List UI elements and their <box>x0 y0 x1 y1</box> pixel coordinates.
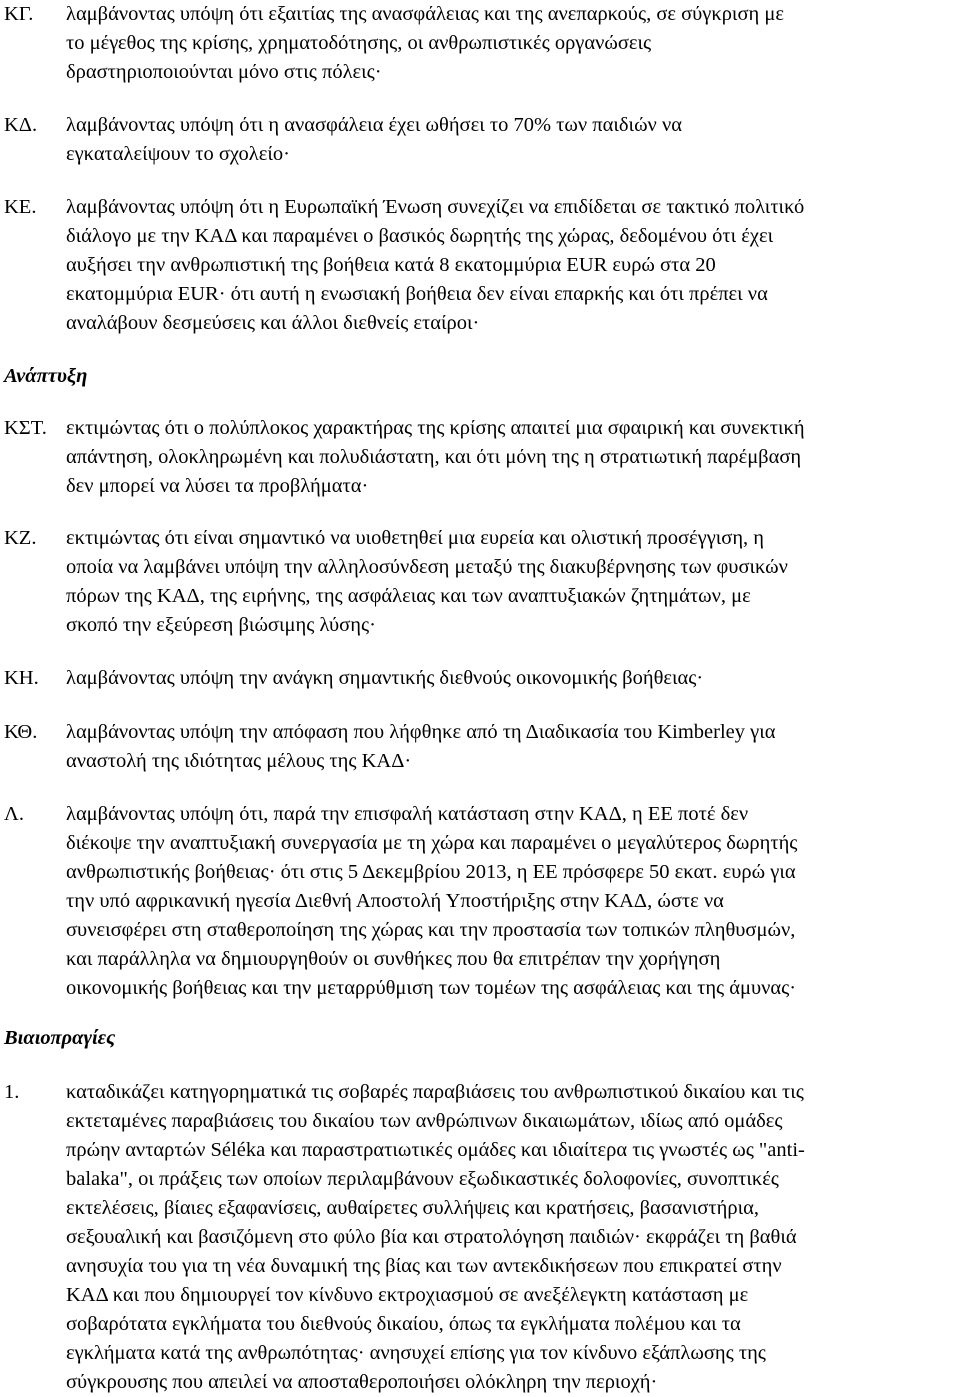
paragraph-label: ΚΕ. <box>4 196 37 218</box>
text-line: εκτιμώντας ότι ο πολύπλοκος χαρακτήρας της κρίσης απαιτεί μια σφαιρική και συνεκτική <box>66 417 805 439</box>
text-line: σεξουαλική και βασιζόμενη στο φύλο βία και στρατολόγηση παιδιών· εκφράζει τη βαθιά <box>66 1226 797 1248</box>
text-line: ανθρωπιστικής βοήθειας· ότι στις 5 Δεκεμβρίου 2013, η ΕΕ πρόσφερε 50 εκατ. ευρώ για <box>66 861 796 883</box>
text-line: λαμβάνοντας υπόψη ότι η Ευρωπαϊκή Ένωση συνεχίζει να επιδίδεται σε τακτικό πολιτικό <box>66 196 805 218</box>
text-line: αναλάβουν δεσμεύσεις και άλλοι διεθνείς εταίροι· <box>66 312 480 334</box>
text-line: εκτεταμένες παραβιάσεις του δικαίου των ανθρώπινων δικαιωμάτων, ιδίως από ομάδες <box>66 1110 783 1132</box>
paragraph-label: ΚΣΤ. <box>4 417 47 439</box>
text-line: εκτελέσεις, βίαιες εξαφανίσεις, αυθαίρετες συλλήψεις και κρατήσεις, βασανιστήρια, <box>66 1197 759 1219</box>
text-line: αναστολή της ιδιότητας μέλους της ΚΑΔ· <box>66 750 412 772</box>
paragraph-label: ΚΔ. <box>4 114 38 136</box>
paragraph-text <box>66 111 960 169</box>
paragraph-text <box>66 414 960 501</box>
text-line: λαμβάνοντας υπόψη την απόφαση που λήφθηκε από τη Διαδικασία του Kimberley για <box>66 721 776 743</box>
text-line: εκατομμύρια EUR· ότι αυτή η ενωσιακή βοήθεια δεν είναι επαρκής και ότι πρέπει να <box>66 283 768 305</box>
paragraph-label: ΚΖ. <box>4 527 37 549</box>
text-line: λαμβάνοντας υπόψη ότι εξαιτίας της ανασφάλειας και της ανεπαρκούς, σε σύγκριση με <box>66 3 784 25</box>
paragraph-text <box>66 524 960 640</box>
text-line: διάλογο με την ΚΑΔ και παραμένει ο βασικός δωρητής της χώρας, δεδομένου ότι έχει <box>66 225 774 247</box>
text-line: πόρων της ΚΑΔ, της ειρήνης, της ασφάλειας και των αναπτυξιακών ζητημάτων, με <box>66 585 751 607</box>
text-line: σύγκρουσης που απειλεί να αποσταθεροποιήσει ολόκληρη την περιοχή· <box>66 1371 658 1393</box>
text-line: λαμβάνοντας υπόψη ότι, παρά την επισφαλή κατάσταση στην ΚΑΔ, η ΕΕ ποτέ δεν <box>66 803 749 825</box>
paragraph-text <box>66 664 960 693</box>
paragraph-text <box>66 1078 960 1397</box>
paragraph-label: ΚΓ. <box>4 3 34 25</box>
text-line: σκοπό την εξεύρεση βιώσιμης λύσης· <box>66 614 376 636</box>
paragraph-text <box>66 193 960 338</box>
section-heading-atrocities: Βιαιοπραγίες <box>4 1027 116 1049</box>
text-line: ΚΑΔ και που δημιουργεί τον κίνδυνο εκτροχιασμού σε ανεξέλεγκτη κατάσταση με <box>66 1284 749 1306</box>
paragraph-label: 1. <box>4 1081 20 1103</box>
text-line: λαμβάνοντας υπόψη την ανάγκη σημαντικής διεθνούς οικονομικής βοήθειας· <box>66 667 704 689</box>
text-line: την υπό αφρικανική ηγεσία Διεθνή Αποστολή Υποστήριξης στην ΚΑΔ, ώστε να <box>66 890 724 912</box>
text-line: συνεισφέρει στη σταθεροποίηση της χώρας και την προστασία των τοπικών πληθυσμών, <box>66 919 796 941</box>
text-line: λαμβάνοντας υπόψη ότι η ανασφάλεια έχει ωθήσει το 70% των παιδιών να <box>66 114 682 136</box>
text-line: καταδικάζει κατηγορηματικά τις σοβαρές παραβιάσεις του ανθρωπιστικού δικαίου και τις <box>66 1081 804 1103</box>
text-line: το μέγεθος της κρίσης, χρηματοδότησης, οι ανθρωπιστικές οργανώσεις <box>66 32 652 54</box>
text-line: balaka", οι πράξεις των οποίων περιλαμβάνουν εξωδικαστικές δολοφονίες, συνοπτικές <box>66 1168 779 1190</box>
text-line: απάντηση, ολοκληρωμένη και πολυδιάστατη, και ότι μόνη της η στρατιωτική παρέμβαση <box>66 446 802 468</box>
text-line: εγκλήματα κατά της ανθρωπότητας· ανησυχεί επίσης για τον κίνδυνο εξάπλωσης της <box>66 1342 766 1364</box>
text-line: και παράλληλα να δημιουργηθούν οι συνθήκες που θα επιτρέπαν την χορήγηση <box>66 948 721 970</box>
section-heading-development: Ανάπτυξη <box>4 365 88 387</box>
paragraph-text <box>66 0 960 87</box>
text-line: οποία να λαμβάνει υπόψη την αλληλοσύνδεση μεταξύ της διακυβέρνησης των φυσικών <box>66 556 788 578</box>
text-line: εκτιμώντας ότι είναι σημαντικό να υιοθετηθεί μια ευρεία και ολιστική προσέγγιση, η <box>66 527 765 549</box>
text-line: δραστηριοποιούνται μόνο στις πόλεις· <box>66 61 382 83</box>
paragraph-text <box>66 718 960 776</box>
text-line: δεν μπορεί να λύσει τα προβλήματα· <box>66 475 369 497</box>
text-line: αυξήσει την ανθρωπιστική της βοήθεια κατά 8 εκατομμύρια EUR ευρώ στα 20 <box>66 254 716 276</box>
text-line: διέκοψε την αναπτυξιακή συνεργασία με τη χώρα και παραμένει ο μεγαλύτερος δωρητής <box>66 832 798 854</box>
paragraph-label: ΚΘ. <box>4 721 38 743</box>
text-line: οικονομικής βοήθειας και την μεταρρύθμιση των τομέων της ασφάλειας και της άμυνας· <box>66 977 797 999</box>
paragraph-label: ΚΗ. <box>4 667 39 689</box>
text-line: πρώην ανταρτών Séléka και παραστρατιωτικές ομάδες και ιδιαίτερα τις γνωστές ως "anti- <box>66 1139 805 1161</box>
text-line: εγκαταλείψουν το σχολείο· <box>66 143 290 165</box>
paragraph-label: Λ. <box>4 803 24 825</box>
paragraph-text <box>66 800 960 1003</box>
text-line: σοβαρότατα εγκλήματα του διεθνούς δικαίου, όπως τα εγκλήματα πολέμου και τα <box>66 1313 741 1335</box>
text-line: ανησυχία του για τη νέα δυναμική της βίας και των αντεκδικήσεων που επικρατεί στην <box>66 1255 782 1277</box>
